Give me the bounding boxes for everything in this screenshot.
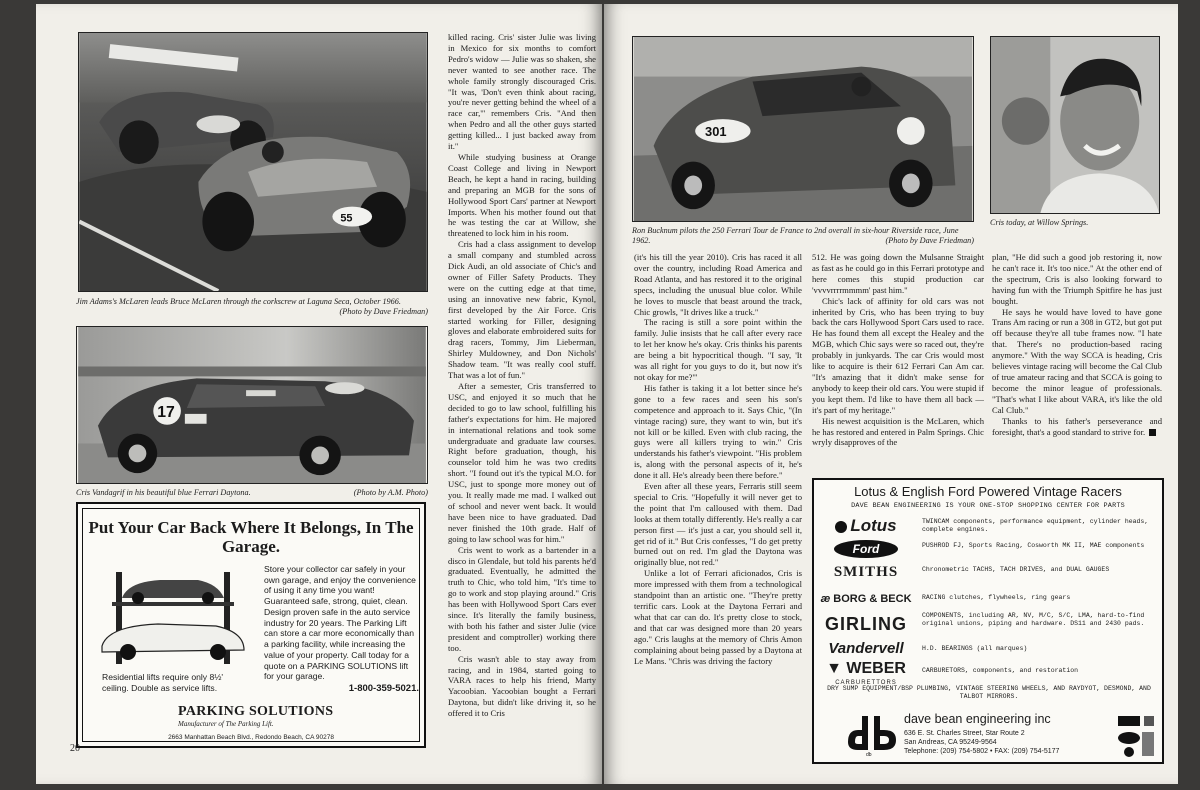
- paragraph: 512. He was going down the Mulsanne Straight as fast as he could go in this Ferrari prototype and here comes this stupid production car 'vvvvrrrrmmmm' past him.": [812, 252, 984, 295]
- svg-text:17: 17: [157, 403, 175, 421]
- vandervell-desc: H.D. BEARINGS (all marques): [922, 645, 1028, 652]
- paragraph: killed racing. Cris' sister Julie was living in Mexico for six months to comfort Pedro's widow — Julie was so shaken, she never wanted to see another race. The whole family strongly discouraged Cris. "It was, 'Don't even think about racing, you're never getting behind the wheel of a race car,'" remembers Cris. "And then when Pedro and all the other guys started getting killed... I just backed away from it.": [448, 32, 596, 152]
- bean-row-weber: [818, 662, 1158, 684]
- photo-mclaren-corkscrew: [78, 32, 428, 292]
- girling-logo: GIRLING: [825, 614, 907, 634]
- bean-row-vandervell: [818, 640, 1158, 662]
- dave-bean-ad: [812, 478, 1164, 764]
- ad-logo-text: PARKING SOLUTIONS: [178, 704, 334, 719]
- ad-logo-sub: Manufacturer of The Parking Lift.: [178, 720, 274, 728]
- lotus-desc: TWINCAM components, performance equipment, cylinder heads, complete engines.: [922, 518, 1149, 534]
- right-column-2: [812, 252, 984, 474]
- ad-residential-note: Residential lifts require only 8½' ceiling. Double as service lifts.: [102, 672, 224, 693]
- paragraph: His newest acquisition is the McLaren, which he has restored and entered in Palm Springs. Chic wryly disapproves of the: [812, 415, 984, 448]
- photo3-credit: (Photo by Dave Friedman): [885, 236, 974, 246]
- borg-beck-brand: BORG & BECK: [833, 593, 912, 605]
- paragraph: Chic's lack of affinity for old cars was not inherited by Cris, who has been trying to buy back the cars Hollywood Sport Cars used to race. He has found them all except the Healey and the MGB, which Chic says were so raced out, they're probably in junkyards. The car Cris would most like to acquire is their 612 Ferrari Can Am car. "It's amazing that it didn't make sense for anybody to keep their old cars. You were stupid if you kept them. I'd like to have them all back — it's part of my heritage.": [812, 295, 984, 415]
- paragraph: The racing is still a sore point within the family. Julie insists that he call after every race to let her know he's okay. Cris thinks his parents are being a bit hypocritical though. "I say, 'It was all right for you guys to do it, but now it's not okay for me?'": [634, 317, 802, 382]
- vandervell-logo: Vandervell: [828, 640, 904, 657]
- bean-row-lotus: [818, 516, 1158, 538]
- photo1-credit: (Photo by Dave Friedman): [339, 307, 428, 317]
- ford-logo: [818, 540, 914, 562]
- lotus-logo: [818, 516, 914, 538]
- parking-solutions-logo: [178, 704, 333, 728]
- weber-sub: CARBURETTORS: [835, 680, 897, 686]
- ford-oval-icon: [834, 540, 898, 558]
- closing-sentence: Thanks to his father's perseverance and foresight, that's a good standard to strive for.: [992, 415, 1162, 437]
- paragraph: plan, "He did such a good job restoring it, now he can't race it. It's too nice." At the other end of the spectrum, Cris is also looking forward to having fun with the Triumph Spitfire he has just bought.: [992, 252, 1162, 306]
- bean-row-borg-beck: [818, 588, 1158, 610]
- bean-address-line: San Andreas, CA 95249-9564: [904, 738, 997, 746]
- bean-row-girling: [818, 610, 1158, 640]
- paragraph: Unlike a lot of Ferrari aficionados, Cris is more impressed with them from a technological standpoint than an artistic one. "They're pretty terrific cars. Look at the Daytona Ferrari and what that car can do. It's pretty close to stock, and that car was designed more than 20 years ago." Cris laughs at the memory of Chris Amon complaining about being passed by a Daytona at Le Mans. "Chris was driving the factory: [634, 568, 802, 666]
- paragraph: [992, 416, 1162, 438]
- borg-beck-logo: [818, 588, 914, 610]
- portrait-graphic: [991, 37, 1159, 213]
- right-column-3: [992, 252, 1162, 474]
- photo4-caption-text: Cris today, at Willow Springs.: [990, 218, 1089, 227]
- ad-address: 2663 Manhattan Beach Blvd., Redondo Beach, CA 90278: [168, 734, 334, 741]
- svg-text:301: 301: [705, 123, 727, 139]
- parking-solutions-ad: [76, 502, 426, 748]
- paragraph: After a semester, Cris transferred to USC, and enjoyed it so much that he decided to go to law school, fulfilling his father's expectations for him. He majored in international relations and took some undergraduate and graduate law courses. Right before graduation, though, his counselor told him he was two credits short. "I found out it's the typical M.O. for USC, just to sponge more money out of you. It really made me mad. I walked out of school and never went back. It would have been nice to have graduated. Dad never finished the 10th grade. Half of going to law school was for him.": [448, 381, 596, 544]
- ferrari-tdf-photo-graphic: [633, 37, 973, 221]
- photo2-caption-text: Cris Vandagrif in his beautiful blue Ferrari Daytona.: [76, 488, 251, 497]
- photo3-caption-text: Ron Bucknum pilots the 250 Ferrari Tour de France to 2nd overall in six-hour Riverside race, June 1962.: [632, 226, 959, 246]
- bean-address: [904, 730, 1059, 756]
- paragraph: While studying business at Orange Coast College and living in Newport Beach, he kept a hand in racing, building and preparing an MGB for the sons of Hollywood Sport Cars' partner at Newport Imports. When his mother found out that he was testing the car at Willow, she threatened to lock him in his room.: [448, 151, 596, 239]
- lotus-brand: Lotus: [850, 516, 897, 535]
- paragraph: (it's his till the year 2010). Cris has raced it all over the country, including Road America and Road Atlanta, and has restored it to the original specs, including the unusual blue color. While he loves to muscle that beast around the track, Chic growls, "It drives like a truck.": [634, 252, 802, 317]
- left-page: [36, 4, 602, 784]
- car-lift-illustration: [98, 568, 248, 666]
- photo2-credit: (Photo by A.M. Photo): [353, 488, 428, 497]
- bean-extra-line: DRY SUMP EQUIPMENT/BSP PLUMBING, VINTAGE STEERING WHEELS, AND RAYDYOT, DESMOND, AND TALBOT MIRRORS.: [827, 685, 1151, 701]
- weber-brand: WEBER: [846, 660, 906, 677]
- weber-w-icon: ▼: [826, 660, 842, 677]
- brand-mini-logos: [1114, 714, 1158, 758]
- smiths-desc: Chronometric TACHS, TACH DRIVES, and DUAL GAUGES: [922, 566, 1110, 573]
- photo-cris-portrait: [990, 36, 1160, 214]
- bean-row-smiths: [818, 564, 1158, 586]
- paragraph: Cris wasn't able to stay away from racing, and in 1984, started going to VARA races to help his friend, Marty Yacoobian. Yacoobian bought a Ferrari Daytona, but didn't like driving it, so he offered it to Cris: [448, 653, 596, 719]
- bean-ad-subtitle: DAVE BEAN ENGINEERING IS YOUR ONE-STOP SHOPPING CENTER FOR PARTS: [851, 502, 1125, 510]
- right-column-1: [634, 252, 802, 760]
- paragraph: His father is taking it a lot better since he's gone to a few races and seen his son's competence and approach to it. Says Chic, "(In vintage racing) sure, they want to win, but it's not kill or be killed. Even with club racing, the guys were all killers trying to win." Cris understands his father's viewpoint. "His problem is, along with the personal aspects of it, he's done it all. He's already been there before.": [634, 382, 802, 481]
- weber-logo: [818, 662, 914, 684]
- left-page-column: [448, 32, 596, 754]
- photo-ferrari-daytona: [76, 326, 428, 484]
- bean-address-line: 636 E. St. Charles Street, Star Route 2: [904, 730, 1025, 737]
- borg-beck-desc: RACING clutches, flywheels, ring gears: [922, 594, 1071, 601]
- bean-row-ford: [818, 540, 1158, 562]
- end-of-article-mark: [1149, 429, 1156, 436]
- bean-ad-title: Lotus & English Ford Powered Vintage Racers: [854, 484, 1122, 499]
- mclaren-photo-graphic: [79, 33, 427, 291]
- ad-body-text: Store your collector car safely in your own garage, and enjoy the convenience of using it any time you want! Guaranteed safe, strong, quiet, clean. Design proven safe in the auto service industry for 20 years. The Parking Lift can store a car more economically than a parking facility, while increasing the value of your property. Call today for a quote on a PARKING SOLUTIONS lift for your garage.: [264, 564, 416, 682]
- photo1-caption: [76, 297, 428, 318]
- svg-text:db: db: [866, 752, 872, 756]
- photo4-caption: [990, 218, 1160, 228]
- photo-ferrari-tdf: [632, 36, 974, 222]
- photo2-caption: [76, 488, 428, 498]
- ad-phone-number: 1-800-359-5021.: [348, 683, 419, 694]
- girling-desc: COMPONENTS, including AR, NV, M/C, S/C, LMA, hard-to-find original unions, piping and hardware. DS11 and 2430 pads.: [922, 612, 1145, 628]
- svg-text:55: 55: [340, 212, 353, 225]
- daytona-photo-graphic: [77, 327, 427, 483]
- paragraph: Cris had a class assignment to develop a small company and stumbled across Dick Audi, an old associate of Chic's and owner of Filler Safety Products. They were on the cutting edge at that time, using an innovative new fabric, Kynol, first developed by the Air Force. Cris started working for Filler, designing gloves and elaborate embroidered suits for drag racers, Tommy, Jim Lieberman, Shirley Muldowney, and Don Nichols' Shadow team. "It was really cool stuff. That was a lot of fun.": [448, 239, 596, 381]
- photo3-caption: [632, 226, 974, 247]
- ford-desc: PUSHROD FJ, Sports Racing, Cosworth MK II, MAE components: [922, 542, 1145, 549]
- bean-company-name: dave bean engineering inc: [904, 712, 1051, 726]
- smiths-logo: SMITHS: [833, 564, 899, 580]
- page-number: 20: [70, 743, 80, 754]
- lotus-badge-icon: [835, 521, 847, 533]
- paragraph: Cris went to work as a bartender in a disco in Glendale, but told his parents he'd graduated. Eventually, he admitted the truth to Chic, who told him, "It's time to go to work and stop playing around." Cris has been with Hollywood Sport Cars ever since. It's literally the family business, with both his father and sister Julie (vice president and comptroller) working there too.: [448, 544, 596, 653]
- right-page: [604, 4, 1178, 784]
- paragraph: He says he would have loved to have gone Trans Am racing or run a 308 in GT2, but got put off because they're all tube frames now. "I hate that. There's no production-based racing anymore." With the way SCCA is heading, Cris believes vintage racing will become the Cal Club of true amateur racing and that SCCA is going to become the minor league of professionals. "That's what I like about VARA, it's like the old Cal Club.": [992, 306, 1162, 415]
- bean-address-line: Telephone: (209) 754-5802 • FAX: (209) 754-5177: [904, 747, 1060, 755]
- paragraph: Even after all these years, Ferraris still seem special to Cris. "Hopefully it will never get to the point that I'm calloused with them. Dad looks at them totally differently. He's really a car person first — it's just a car, you should sell it, get rid of it." But Cris confesses, "I do get pretty burned out on red. I'm glad the Daytona was originally blue, not red.": [634, 481, 802, 568]
- ford-brand: Ford: [852, 542, 880, 556]
- ad-headline: Put Your Car Back Where It Belongs, In The Garage.: [88, 518, 414, 557]
- photo1-caption-text: Jim Adams's McLaren leads Bruce McLaren through the corkscrew at Laguna Seca, October 1966.: [76, 297, 401, 306]
- db-monogram-logo: [844, 712, 902, 756]
- weber-desc: CARBURETORS, components, and restoration: [922, 667, 1079, 674]
- ap-mark-icon: æ: [820, 593, 831, 605]
